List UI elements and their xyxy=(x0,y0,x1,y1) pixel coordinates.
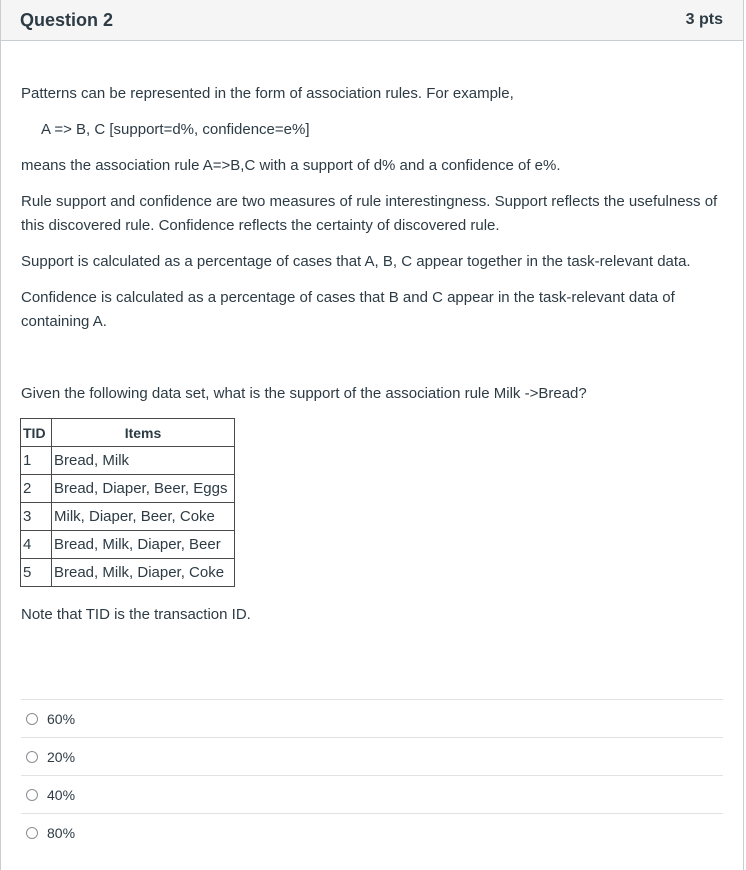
answer-option[interactable] xyxy=(21,699,723,737)
items-cell: Bread, Milk, Diaper, Beer xyxy=(52,531,235,559)
answer-label: 80% xyxy=(47,824,76,841)
items-header: Items xyxy=(52,419,235,447)
tid-header: TID xyxy=(21,419,52,447)
answer-option[interactable] xyxy=(21,775,723,813)
question-points: 3 pts xyxy=(685,11,723,28)
answer-list xyxy=(21,699,723,851)
answer-option[interactable] xyxy=(21,737,723,775)
answer-option[interactable] xyxy=(21,813,723,851)
example-rule: A => B, C [support=d%, confidence=e%] xyxy=(41,121,310,138)
items-cell: Bread, Milk, Diaper, Coke xyxy=(52,559,235,587)
tid-cell: 1 xyxy=(21,447,52,475)
answer-label: 20% xyxy=(47,748,76,765)
question-header xyxy=(1,0,743,41)
table-row xyxy=(21,447,235,475)
transactions-table xyxy=(20,418,235,587)
question-title: Question 2 xyxy=(20,9,114,30)
tid-cell: 3 xyxy=(21,503,52,531)
items-cell: Bread, Diaper, Beer, Eggs xyxy=(52,475,235,503)
note-text: Note that TID is the transaction ID. xyxy=(21,606,251,623)
radio-button[interactable] xyxy=(26,827,38,839)
answer-label: 40% xyxy=(47,786,76,803)
table-row xyxy=(21,475,235,503)
answer-label: 60% xyxy=(47,710,76,727)
support-definition: Support is calculated as a percentage of cases that A, B, C appear together in the task-relevant data. xyxy=(21,253,691,270)
radio-button[interactable] xyxy=(26,789,38,801)
table-row xyxy=(21,531,235,559)
table-row xyxy=(21,559,235,587)
measures-text: Rule support and confidence are two measures of rule interestingness. Support reflects the usefulness of this discovered rule. Confidence reflects the certainty of discovered rule. xyxy=(21,193,718,234)
tid-cell: 5 xyxy=(21,559,52,587)
meaning-text: means the association rule A=>B,C with a support of d% and a confidence of e%. xyxy=(21,157,561,174)
tid-cell: 2 xyxy=(21,475,52,503)
items-cell: Milk, Diaper, Beer, Coke xyxy=(52,503,235,531)
radio-button[interactable] xyxy=(26,713,38,725)
radio-button[interactable] xyxy=(26,751,38,763)
confidence-definition: Confidence is calculated as a percentage of cases that B and C appear in the task-relevant data of containing A. xyxy=(21,289,675,330)
question-prompt: Given the following data set, what is the support of the association rule Milk ->Bread? xyxy=(21,385,587,402)
table-row xyxy=(21,503,235,531)
items-cell: Bread, Milk xyxy=(52,447,235,475)
intro-text: Patterns can be represented in the form of association rules. For example, xyxy=(21,85,514,102)
table-header-row xyxy=(21,419,235,447)
tid-cell: 4 xyxy=(21,531,52,559)
